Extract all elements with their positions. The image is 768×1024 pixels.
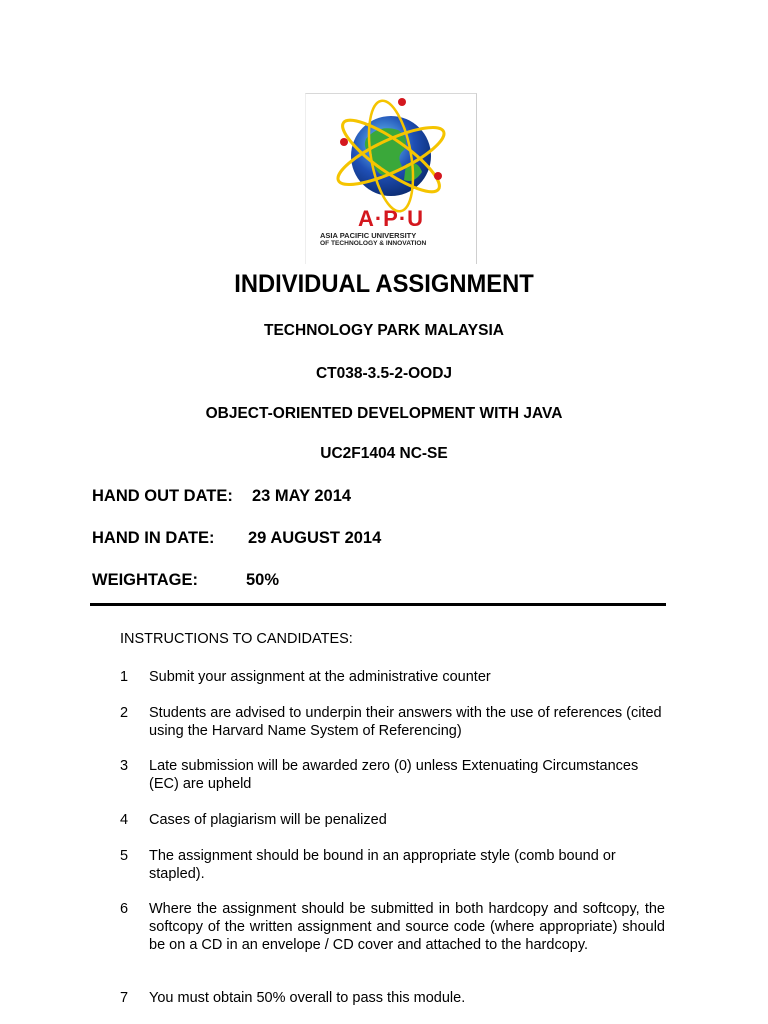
instruction-number: 4 xyxy=(120,812,129,828)
instruction-text: Late submission will be awarded zero (0) unless Extenuating Circumstances (EC) are upheld xyxy=(149,758,639,792)
instruction-text: Students are advised to underpin their answers with the use of references (cited using the Harvard Name System of Referencing) xyxy=(149,705,662,739)
logo-subtitle-1: ASIA PACIFIC UNIVERSITY xyxy=(320,231,417,240)
university-logo xyxy=(305,93,477,264)
weightage-row xyxy=(92,571,280,590)
instruction-number: 7 xyxy=(120,990,129,1006)
instructions-heading: INSTRUCTIONS TO CANDIDATES: xyxy=(120,631,353,647)
instruction-number: 5 xyxy=(120,848,129,864)
instruction-text: Cases of plagiarism will be penalized xyxy=(149,812,387,828)
instruction-number: 1 xyxy=(120,669,129,685)
hand-in-date-label: HAND IN DATE: xyxy=(92,529,215,547)
hand-out-date-value: 23 MAY 2014 xyxy=(252,487,352,505)
module-code: CT038-3.5-2-OODJ xyxy=(315,365,453,382)
hand-out-date-row xyxy=(92,487,352,506)
hand-in-date-value: 29 AUGUST 2014 xyxy=(248,529,382,547)
instruction-number: 2 xyxy=(120,705,129,721)
module-name: OBJECT-ORIENTED DEVELOPMENT WITH JAVA xyxy=(205,405,563,422)
document-title: INDIVIDUAL ASSIGNMENT xyxy=(234,270,534,298)
logo-subtitle-2: OF TECHNOLOGY & INNOVATION xyxy=(320,240,427,247)
hand-out-date-label: HAND OUT DATE: xyxy=(92,487,233,505)
hand-in-date-row xyxy=(92,529,382,548)
instruction-number: 3 xyxy=(120,758,129,774)
instruction-text: The assignment should be bound in an appropriate style (comb bound or stapled). xyxy=(149,848,616,882)
instruction-text: You must obtain 50% overall to pass this module. xyxy=(149,990,466,1006)
weightage-value: 50% xyxy=(246,571,280,589)
weightage-label: WEIGHTAGE: xyxy=(92,571,199,589)
intake-code: UC2F1404 NC-SE xyxy=(320,445,448,462)
institution-line: TECHNOLOGY PARK MALAYSIA xyxy=(264,322,504,339)
instruction-number: 6 xyxy=(120,901,129,917)
instruction-text: Submit your assignment at the administrative counter xyxy=(149,669,491,685)
instruction-text: Where the assignment should be submitted in both hardcopy and softcopy, the softcopy of the written assignment and source code (where appropriate) should be on a CD in an envelope / CD cover and attached to the hardcopy. xyxy=(149,901,665,953)
logo-letters: A·P·U xyxy=(357,206,425,231)
divider xyxy=(90,603,666,606)
